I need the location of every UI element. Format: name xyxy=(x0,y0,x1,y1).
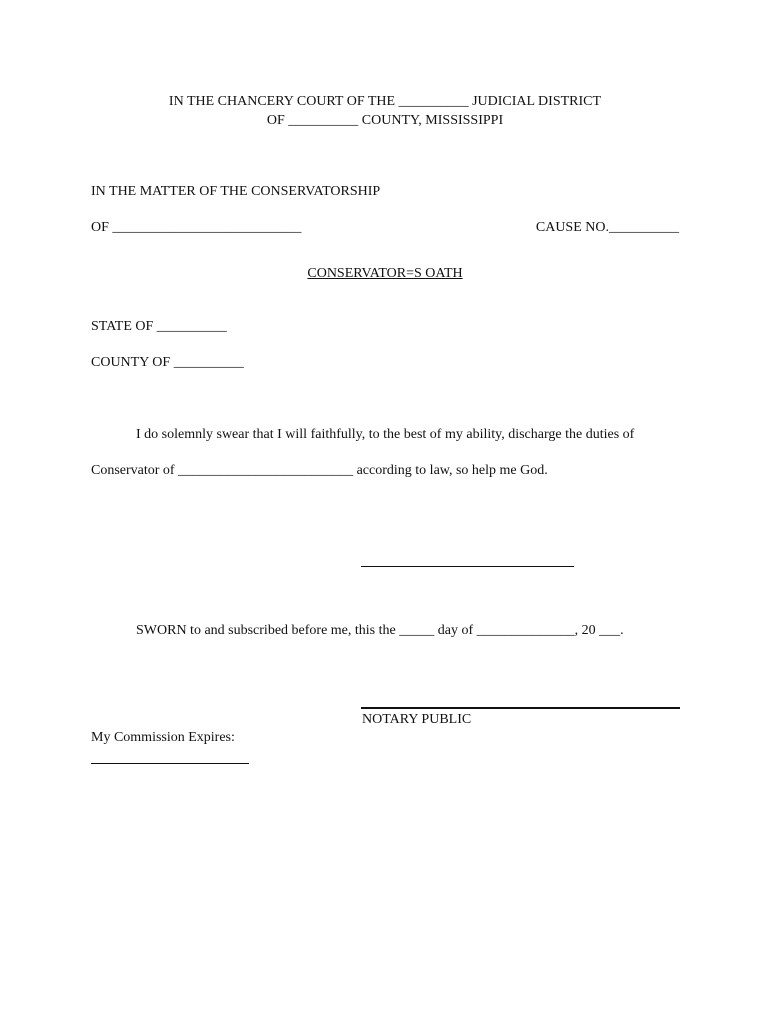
commission-expires-label: My Commission Expires: xyxy=(91,730,235,745)
oath-text-line-2: Conservator of _________________________ according to law, so help me God. xyxy=(91,463,548,478)
jurat-text: SWORN to and subscribed before me, this the _____ day of ______________, 20 ___. xyxy=(136,623,624,638)
commission-expiry-line xyxy=(91,763,249,764)
matter-caption: IN THE MATTER OF THE CONSERVATORSHIP xyxy=(91,184,381,199)
court-heading-line-2: OF __________ COUNTY, MISSISSIPPI xyxy=(266,113,504,128)
notary-signature-line xyxy=(361,707,680,709)
notary-public-label: NOTARY PUBLIC xyxy=(362,712,472,727)
oath-text-line-1: I do solemnly swear that I will faithfully, to the best of my ability, discharge the duties of xyxy=(136,427,635,442)
ward-name-line: OF ___________________________ xyxy=(91,220,302,235)
state-of-line: STATE OF __________ xyxy=(91,319,227,334)
conservator-signature-line xyxy=(361,566,574,567)
cause-number: CAUSE NO.__________ xyxy=(535,220,679,235)
court-heading-line-1: IN THE CHANCERY COURT OF THE __________ JUDICIAL DISTRICT xyxy=(168,94,602,109)
county-of-line: COUNTY OF __________ xyxy=(91,355,244,370)
document-title: CONSERVATOR=S OATH xyxy=(307,266,463,281)
